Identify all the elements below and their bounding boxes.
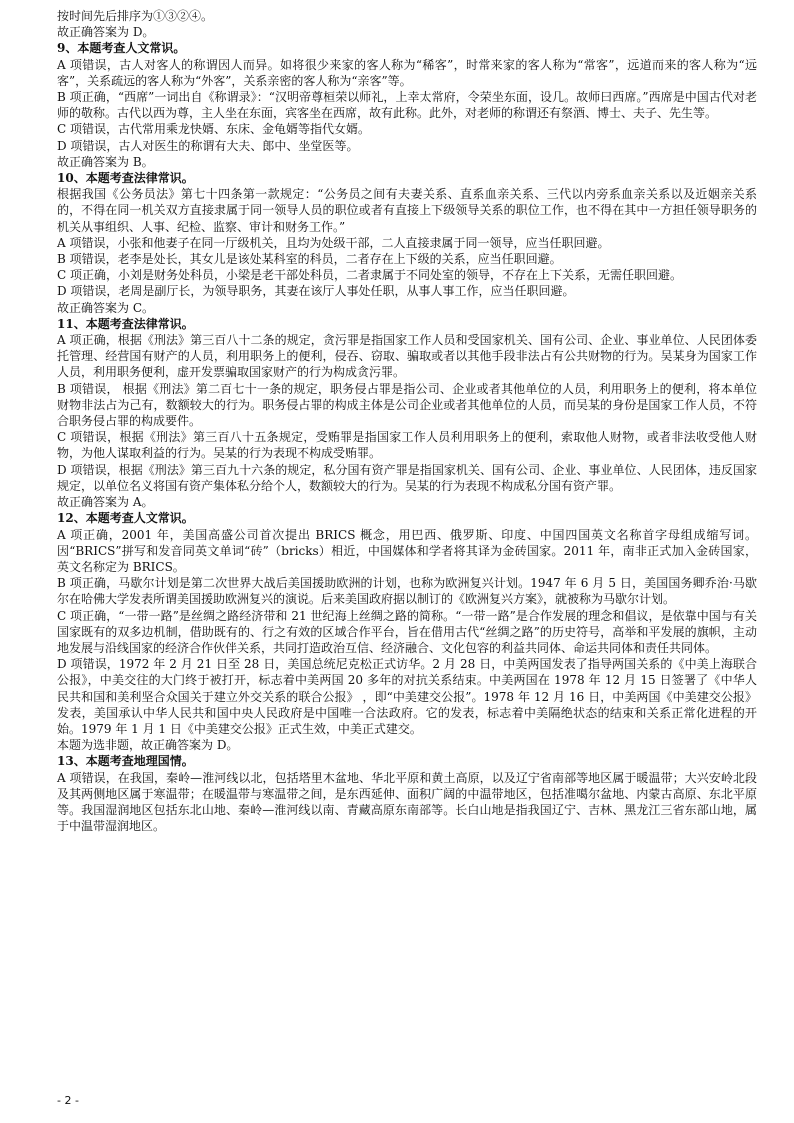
paragraph: 故正确答案为 B。 <box>57 154 154 169</box>
paragraph: D 项错误，老周是副厅长，为领导职务，其妻在该厅人事处任职，从事人事工作，应当任职回避。 <box>57 284 575 299</box>
document-body <box>57 8 757 834</box>
section-heading: 10、本题考查法律常识。 <box>57 171 194 186</box>
paragraph: A 项错误，小张和他妻子在同一厅级机关，且均为处级干部，二人直接隶属于同一领导，应当任职回避。 <box>57 235 610 250</box>
paragraph: D 项错误，根据《刑法》第三百九十六条的规定，私分国有资产罪是指国家机关、国有公司、企业、事业单位、人民团体，违反国家规定，以单位名义将国有资产集体私分给个人，数额较大的行为。吴某的行为表现不构成私分国有资产罪。 <box>57 462 757 493</box>
paragraph: 本题为选非题，故正确答案为 D。 <box>57 738 239 753</box>
paragraph: 故正确答案为 D。 <box>57 25 155 40</box>
paragraph: A 项错误，古人对客人的称谓因人而异。如将很少来家的客人称为“稀客”，时常来家的客人称为“常客”，远道而来的客人称为“远客”，关系疏远的客人称为“外客”，关系亲密的客人称为“亲客”等。 <box>57 57 757 88</box>
paragraph: 故正确答案为 C。 <box>57 300 154 315</box>
section-heading: 11、本题考查法律常识。 <box>57 316 194 331</box>
paragraph: 根据我国《公务员法》第七十四条第一款规定：“公务员之间有夫妻关系、直系血亲关系、三代以内旁系血亲关系以及近姻亲关系的，不得在同一机关双方直接隶属于同一领导人员的职位或者有直接上下级领导关系的职位工作，也不得在其中一方担任领导职务的机关从事组织、人事、纪检、监察、审计和财务工作。” <box>57 187 757 234</box>
section-heading: 13、本题考查地理国情。 <box>57 754 194 769</box>
paragraph: A 项正确，2001 年，美国高盛公司首次提出 BRICS 概念，用巴西、俄罗斯、印度、中国四国英文名称首字母组成缩写词。因“BRICS”拼写和发音同英文单词“砖”（bricks）相近，中国媒体和学者将其译为金砖国家。2011 年，南非正式加入金砖国家，英文名称定为 BRICS。 <box>57 527 757 574</box>
paragraph: A 项正确，根据《刑法》第三百八十二条的规定，贪污罪是指国家工作人员和受国家机关、国有公司、企业、事业单位、人民团体委托管理、经营国有财产的人员，利用职务上的便利，侵吞、窃取、骗取或者以其他手段非法占有公共财物的行为。吴某身为国家工作人员，利用职务便利，虚开发票骗取国家财产的行为构成贪污罪。 <box>57 333 757 380</box>
paragraph: C 项错误，古代常用乘龙快婿、东床、金龟婿等指代女婿。 <box>57 122 370 137</box>
paragraph: D 项错误，1972 年 2 月 21 日至 28 日，美国总统尼克松正式访华。2 月 28 日，中美两国发表了指导两国关系的《中美上海联合公报》，中美交往的大门终于被打开，标志着中美两国 20 多年的对抗关系结束。中美两国在 1978 年 12 月 15 日签署了《中华人民共和国和美利坚合众国关于建立外交关系的联合公报》 ，即“中美建交公报”。1978 年 12 月 16 日，中美两国《中美建交公报》发表，美国承认中华人民共和国中央人民政府是中国唯一合法政府。它的发表，标志着中美隔绝状态的结束和关系正常化进程的开始。1979 年 1 月 1 日《中美建交公报》正式生效，中美正式建交。 <box>57 657 757 736</box>
paragraph: B 项错误， 根据《刑法》第二百七十一条的规定，职务侵占罪是指公司、企业或者其他单位的人员，利用职务上的便利，将本单位财物非法占为己有，数额较大的行为。职务侵占罪的构成主体是公司企业或者其他单位的人员，而吴某的身份是国家工作人员，不符合职务侵占罪的构成要件。 <box>57 381 757 429</box>
paragraph: D 项错误，古人对医生的称谓有大夫、郎中、坐堂医等。 <box>57 138 359 153</box>
paragraph: 按时间先后排序为①③②④。 <box>57 9 214 23</box>
paragraph: C 项正确，“一带一路”是丝绸之路经济带和 21 世纪海上丝绸之路的简称。“一带一路”是合作发展的理念和倡议，是依靠中国与有关国家既有的双多边机制，借助既有的、行之有效的区域合作平台，旨在借用古代“丝绸之路”的历史符号，高举和平发展的旗帜，主动地发展与沿线国家的经济合作伙伴关系，共同打造政治互信、经济融合、文化包容的利益共同体、命运共同体和责任共同体。 <box>57 608 757 655</box>
paragraph: C 项正确，小刘是财务处科员，小梁是老干部处科员，二者隶属于不同处室的领导，不存在上下关系，无需任职回避。 <box>57 268 683 283</box>
section-heading: 12、本题考查人文常识。 <box>57 511 194 526</box>
page-number: - 2 - <box>57 1094 79 1107</box>
paragraph: B 项正确，“西席”一词出自《称谓录》：“汉明帝尊桓荣以师礼，上幸太常府，令荣坐东面，设几。故师曰西席。”西席是中国古代对老师的敬称。古代以西为尊，主人坐在东面，宾客坐在西席，故有此称。此外，对老师的称谓还有祭酒、博士、夫子、先生等。 <box>57 90 757 121</box>
paragraph: 故正确答案为 A。 <box>57 495 154 510</box>
paragraph: A 项错误，在我国，秦岭—淮河线以北，包括塔里木盆地、华北平原和黄土高原，以及辽宁省南部等地区属于暖温带；大兴安岭北段及其两侧地区属于寒温带；在暖温带与寒温带之间，是东西延伸、面积广阔的中温带地区，包括准噶尔盆地、内蒙古高原、东北平原等。我国湿润地区包括东北山地、秦岭—淮河线以南、青藏高原东南部等。长白山地是指我国辽宁、吉林、黑龙江三省东部山地，属于中温带湿润地区。 <box>57 770 757 834</box>
paragraph: B 项正确，马歇尔计划是第二次世界大战后美国援助欧洲的计划，也称为欧洲复兴计划。1947 年 6 月 5 日，美国国务卿乔治·马歇尔在哈佛大学发表所谓美国援助欧洲复兴的演说。后来美国政府据以制订的《欧洲复兴方案》，就被称为马歇尔计划。 <box>57 576 757 607</box>
section-heading: 9、本题考查人文常识。 <box>57 41 186 56</box>
paragraph: B 项错误，老李是处长，其女儿是该处某科室的科员，二者存在上下级的关系，应当任职回避。 <box>57 252 562 267</box>
paragraph: C 项错误，根据《刑法》第三百八十五条规定，受贿罪是指国家工作人员利用职务上的便利，索取他人财物，或者非法收受他人财物，为他人谋取利益的行为。吴某的行为表现不构成受贿罪。 <box>57 430 757 461</box>
